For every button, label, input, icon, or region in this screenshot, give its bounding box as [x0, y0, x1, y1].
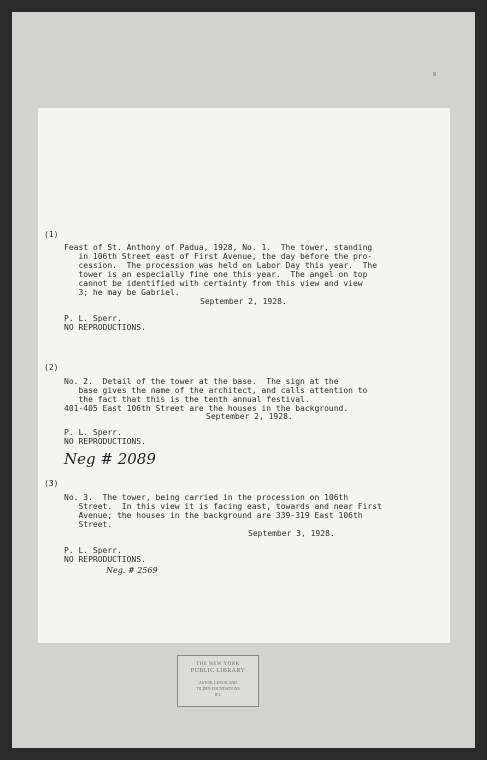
entry-date: September 2, 1928.: [206, 412, 293, 421]
entry-line: cession. The procession was held on Labor Day this year. The: [64, 261, 378, 270]
stamp-line: R L: [214, 692, 222, 697]
stamp-line: ASTOR, LENOX AND: [198, 680, 238, 685]
handwritten-negative-number: Neg. # 2569: [106, 566, 158, 575]
entry-date: September 3, 1928.: [248, 529, 335, 538]
entry-line: 401-405 East 106th Street are the houses in the background.: [64, 404, 349, 413]
entry-number: (2): [44, 363, 59, 372]
entry-number: (3): [44, 479, 59, 488]
reproduction-notice: NO REPRODUCTIONS.: [64, 323, 146, 332]
entry-line: cannot be identified with certainty from this view and view: [64, 279, 363, 288]
library-stamp: [177, 655, 259, 707]
entry-line: in 106th Street east of First Avenue, the day before the pro-: [64, 252, 373, 261]
entry-line: tower is an especially fine one this year. The angel on top: [64, 270, 368, 279]
corner-mark: 9: [433, 72, 437, 78]
entry-line: Street. In this view it is facing east, towards and near First: [64, 502, 382, 511]
entry-number: (1): [44, 230, 59, 239]
entry-date: September 2, 1928.: [200, 297, 287, 306]
reproduction-notice: NO REPRODUCTIONS.: [64, 555, 146, 564]
stamp-line: TILDEN FOUNDATIONS: [196, 686, 240, 691]
entry-line: No. 2. Detail of the tower at the base. The sign at the: [64, 377, 339, 386]
reproduction-notice: NO REPRODUCTIONS.: [64, 437, 146, 446]
entry-line: No. 3. The tower, being carried in the procession on 106th: [64, 493, 349, 502]
entry-line: Street.: [64, 520, 113, 529]
entry-line: 3; he may be Gabriel.: [64, 288, 180, 297]
photographer-name: P. L. Sperr.: [64, 314, 122, 323]
entry-line: the fact that this is the tenth annual festival.: [64, 395, 310, 404]
stamp-line: PUBLIC LIBRARY: [190, 668, 246, 674]
photographer-name: P. L. Sperr.: [64, 546, 122, 555]
handwritten-negative-number: Neg # 2089: [64, 450, 156, 468]
entry-line: base gives the name of the architect, and calls attention to: [64, 386, 368, 395]
entry-line: Avenue; the houses in the background are 339-319 East 106th: [64, 511, 363, 520]
photographer-name: P. L. Sperr.: [64, 428, 122, 437]
stamp-line: THE NEW YORK: [196, 662, 240, 667]
entry-line: Feast of St. Anthony of Padua, 1928, No. 1. The tower, standing: [64, 243, 373, 252]
